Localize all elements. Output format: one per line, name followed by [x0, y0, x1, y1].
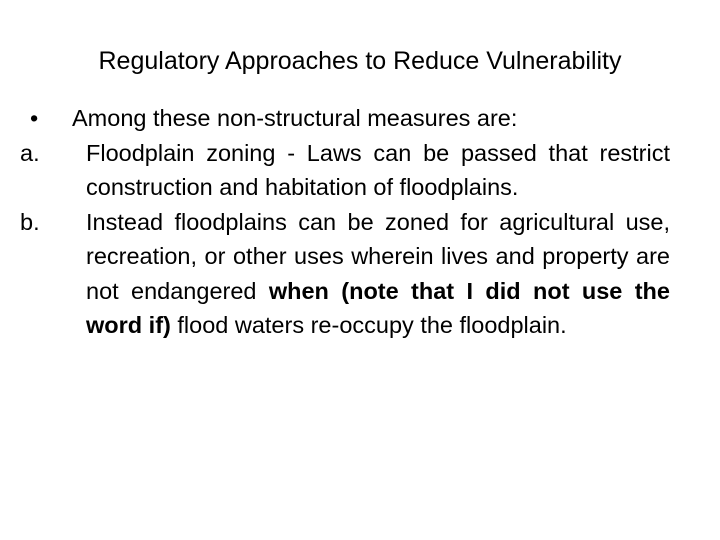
slide-body [20, 101, 670, 343]
slide-title: Regulatory Approaches to Reduce Vulnerability [98, 47, 622, 75]
list-text-b-before: Instead floodplains can be zoned for agricultural use, recreation, or other uses wherein lives and property are not endangered [86, 208, 670, 304]
bullet-marker: • [30, 105, 39, 131]
list-text-b-after: flood waters re-occupy the floodplain. [170, 312, 567, 338]
list-marker-a: a. [20, 139, 40, 166]
bullet-item [20, 101, 670, 136]
list-item-a [20, 136, 670, 205]
bullet-text: Among these non-structural measures are: [72, 105, 518, 131]
list-text-b-bold: when (note that I did not use the word if) [86, 277, 670, 338]
list-marker-b: b. [20, 208, 40, 235]
list-item-b [20, 205, 670, 343]
list-text-a: Floodplain zoning - Laws can be passed that restrict construction and habitation of floodplains. [86, 139, 670, 200]
